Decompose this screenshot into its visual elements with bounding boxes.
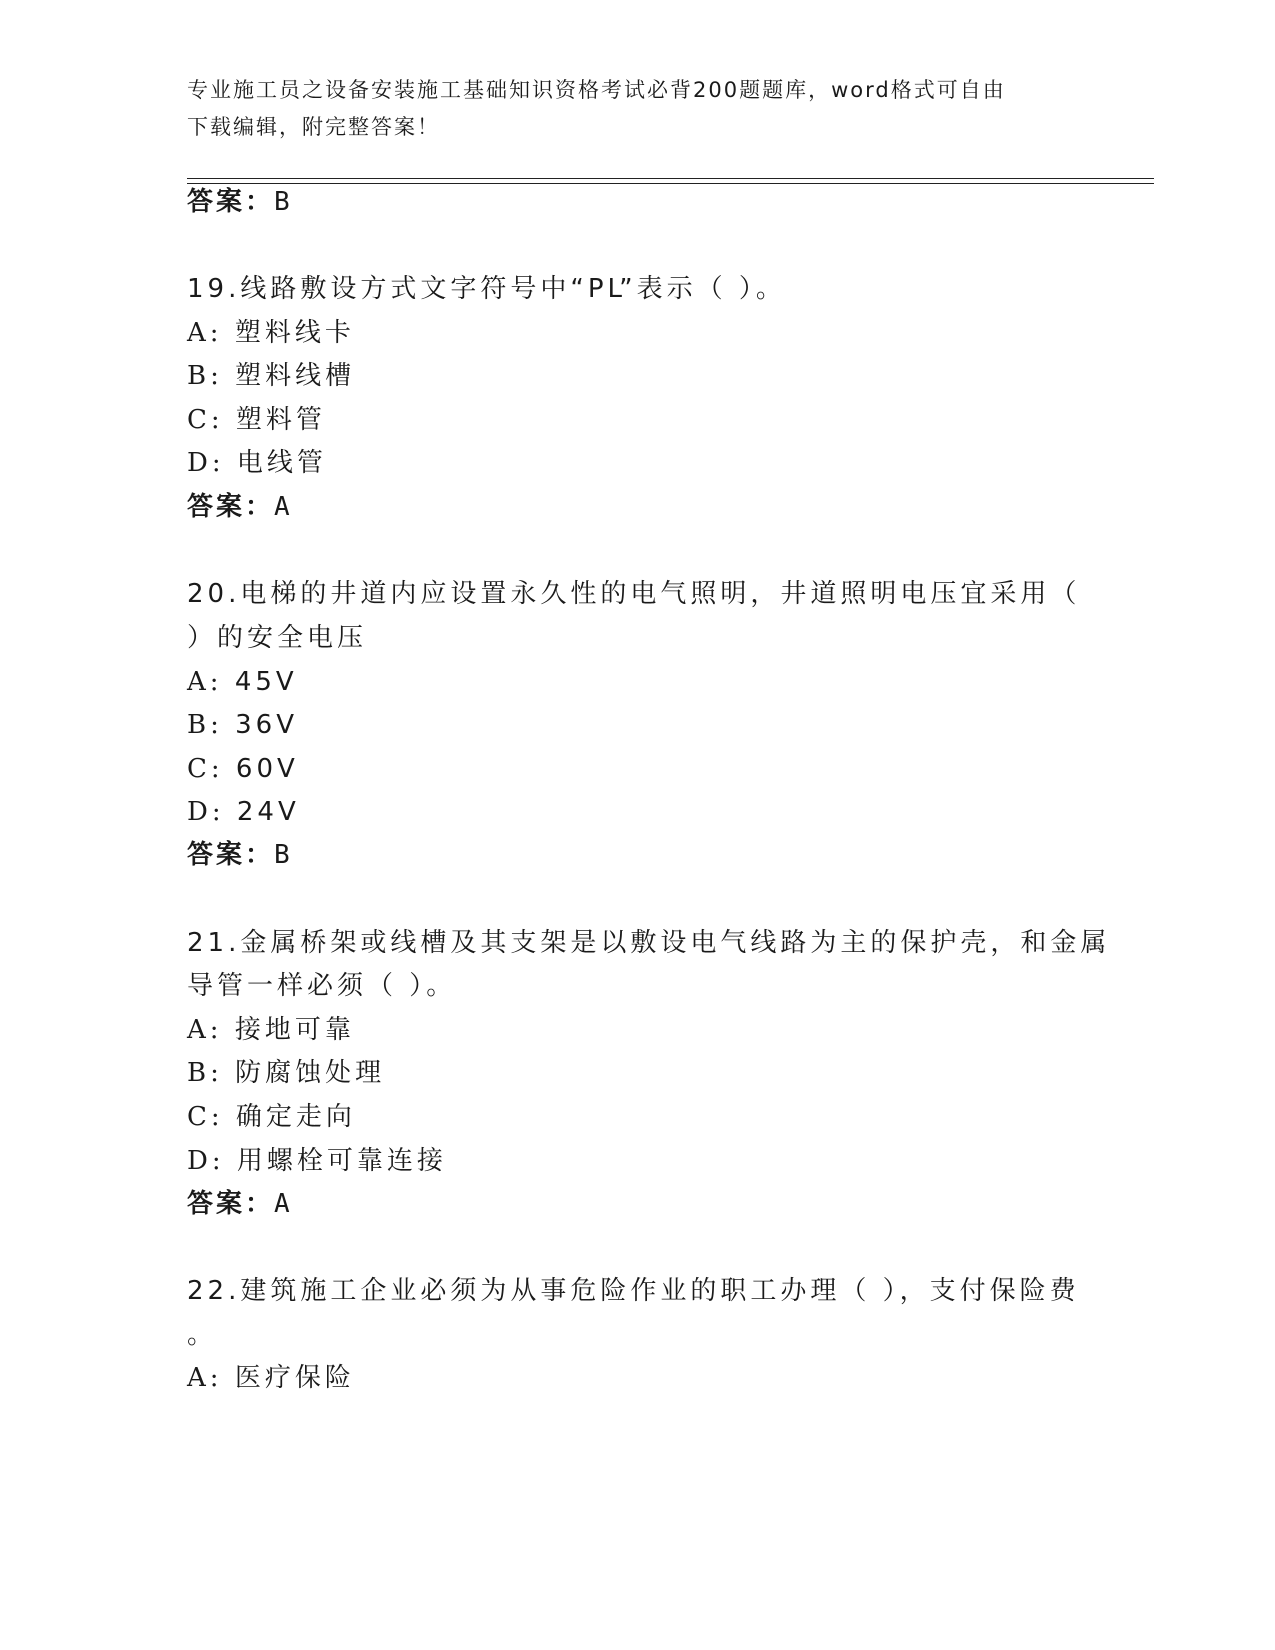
question-20-option-d	[187, 796, 300, 828]
answer-value: A	[274, 492, 293, 522]
option-text: 45V	[234, 667, 298, 697]
question-22-text-line-2: 。	[187, 1320, 218, 1350]
document-header	[187, 72, 1067, 146]
answer-line	[187, 186, 293, 218]
option-key: A:	[187, 667, 223, 697]
option-key: B:	[187, 361, 223, 391]
question-22-text-line-1: 22.建筑施工企业必须为从事危险作业的职工办理（ ），支付保险费	[187, 1276, 1080, 1306]
option-text: 医疗保险	[234, 1363, 355, 1393]
question-21-option-d	[187, 1145, 447, 1177]
question-20-text-line-2: ）的安全电压	[187, 623, 368, 653]
option-text: 塑料线槽	[235, 361, 356, 391]
option-key: D:	[187, 448, 225, 478]
question-19-option-c	[187, 404, 326, 436]
option-key: A:	[187, 1363, 223, 1393]
option-key: B:	[187, 1058, 223, 1088]
option-key: D:	[187, 797, 225, 827]
question-20-option-b	[187, 709, 298, 741]
option-key: A:	[187, 318, 223, 348]
question-20-option-c	[187, 753, 299, 785]
option-text: 防腐蚀处理	[235, 1058, 386, 1088]
question-19-option-d	[187, 447, 327, 479]
header-line-2: 下载编辑，附完整答案！	[187, 115, 440, 139]
question-19-text: 19.线路敷设方式文字符号中“PL”表示（ ）。	[187, 274, 786, 304]
question-19-option-b	[187, 360, 355, 392]
option-key: B:	[187, 710, 223, 740]
header-rule-bottom	[187, 183, 1154, 184]
answer-value: B	[274, 840, 293, 870]
option-text: 24V	[236, 797, 300, 827]
option-text: 塑料线卡	[234, 318, 355, 348]
answer-label: 答案：	[187, 840, 275, 870]
option-text: 36V	[235, 710, 299, 740]
option-key: C:	[187, 1102, 224, 1132]
question-20-option-a	[187, 666, 298, 698]
question-21-text-line-2: 导管一样必须（ ）。	[187, 971, 457, 1001]
answer-value: B	[274, 187, 293, 217]
answer-label: 答案：	[187, 492, 275, 522]
option-key: C:	[187, 405, 224, 435]
option-text: 接地可靠	[234, 1015, 355, 1045]
question-20-answer	[187, 839, 293, 871]
question-21-option-a	[187, 1014, 355, 1046]
question-19-answer	[187, 491, 293, 523]
answer-value: A	[274, 1189, 293, 1219]
option-key: D:	[187, 1146, 225, 1176]
question-22-option-a	[187, 1362, 355, 1394]
question-19-option-a	[187, 317, 355, 349]
question-21-option-b	[187, 1057, 385, 1089]
answer-label: 答案：	[187, 187, 275, 217]
option-key: A:	[187, 1015, 223, 1045]
option-text: 确定走向	[235, 1102, 356, 1132]
header-line-1: 专业施工员之设备安装施工基础知识资格考试必背200题题库，word格式可自由	[187, 78, 1006, 102]
option-text: 电线管	[236, 448, 327, 478]
answer-label: 答案：	[187, 1189, 275, 1219]
option-text: 60V	[235, 754, 299, 784]
question-21-text-line-1: 21.金属桥架或线槽及其支架是以敷设电气线路为主的保护壳，和金属	[187, 928, 1111, 958]
question-21-answer	[187, 1188, 293, 1220]
question-21-option-c	[187, 1101, 356, 1133]
option-key: C:	[187, 754, 224, 784]
question-20-text-line-1: 20.电梯的井道内应设置永久性的电气照明，井道照明电压宜采用（	[187, 579, 1081, 609]
option-text: 塑料管	[235, 405, 326, 435]
option-text: 用螺栓可靠连接	[236, 1146, 447, 1176]
header-rule-top	[187, 178, 1154, 179]
